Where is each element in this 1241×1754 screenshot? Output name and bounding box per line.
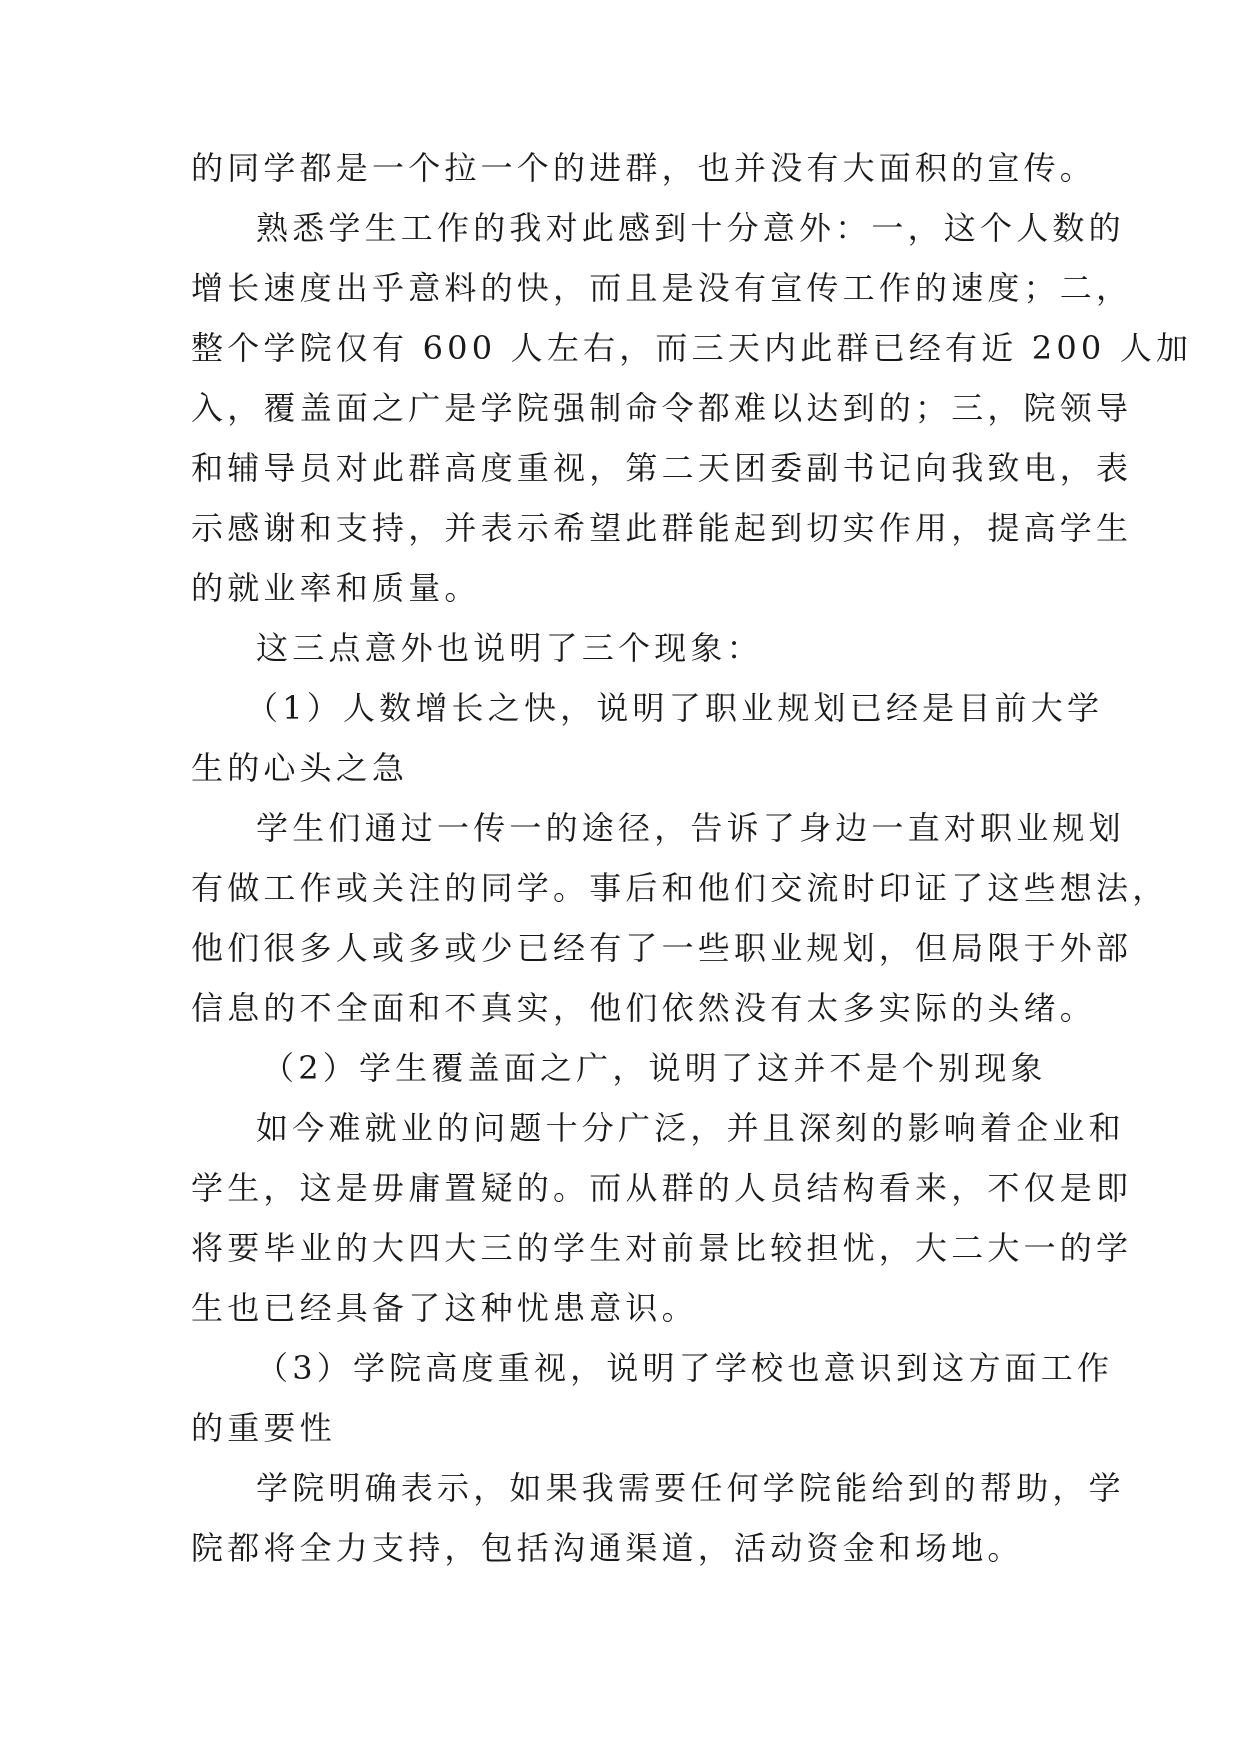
text-line: 的同学都是一个拉一个的进群，也并没有大面积的宣传。 [191,149,1097,187]
text-line: 如今难就业的问题十分广泛，并且深刻的影响着企业和 [256,1109,1125,1147]
text-line: 信息的不全面和不真实，他们依然没有太多实际的头绪。 [191,989,1097,1027]
text-line: 增长速度出乎意料的快，而且是没有宣传工作的速度；二， [191,269,1133,307]
list-item-heading: （1）人数增长之快，说明了职业规划已经是目前大学 [246,689,1104,727]
text-line: 的就业率和质量。 [191,569,481,607]
text-line: 和辅导员对此群高度重视，第二天团委副书记向我致电，表 [191,449,1133,487]
list-item-heading: （3）学院高度重视，说明了学校也意识到这方面工作 [256,1349,1114,1387]
text-line: 这三点意外也说明了三个现象： [256,629,763,667]
text-line: 学生们通过一传一的途径，告诉了身边一直对职业规划 [256,809,1125,847]
text-line: 将要毕业的大四大三的学生对前景比较担忧，大二大一的学 [191,1229,1133,1267]
text-line: 院都将全力支持，包括沟通渠道，活动资金和场地。 [191,1529,1024,1567]
text-line: 学院明确表示，如果我需要任何学院能给到的帮助，学 [256,1469,1125,1507]
text-line: 整个学院仅有 600 人左右，而三天内此群已经有近 200 人加 [191,329,1193,367]
text-line: 示感谢和支持，并表示希望此群能起到切实作用，提高学生 [191,509,1133,547]
text-line: 熟悉学生工作的我对此感到十分意外：一，这个人数的 [256,209,1125,247]
text-line: 生的心头之急 [191,749,409,787]
text-line: 学生，这是毋庸置疑的。而从群的人员结构看来，不仅是即 [191,1169,1133,1207]
text-line: 的重要性 [191,1409,336,1447]
text-line: 生也已经具备了这种忧患意识。 [191,1289,698,1327]
text-line: 入，覆盖面之广是学院强制命令都难以达到的；三，院领导 [191,389,1133,427]
list-item-heading: （2）学生覆盖面之广，说明了这并不是个别现象 [262,1049,1047,1087]
text-line: 他们很多人或多或少已经有了一些职业规划，但局限于外部 [191,929,1133,967]
text-line: 有做工作或关注的同学。事后和他们交流时印证了这些想法， [191,869,1169,907]
